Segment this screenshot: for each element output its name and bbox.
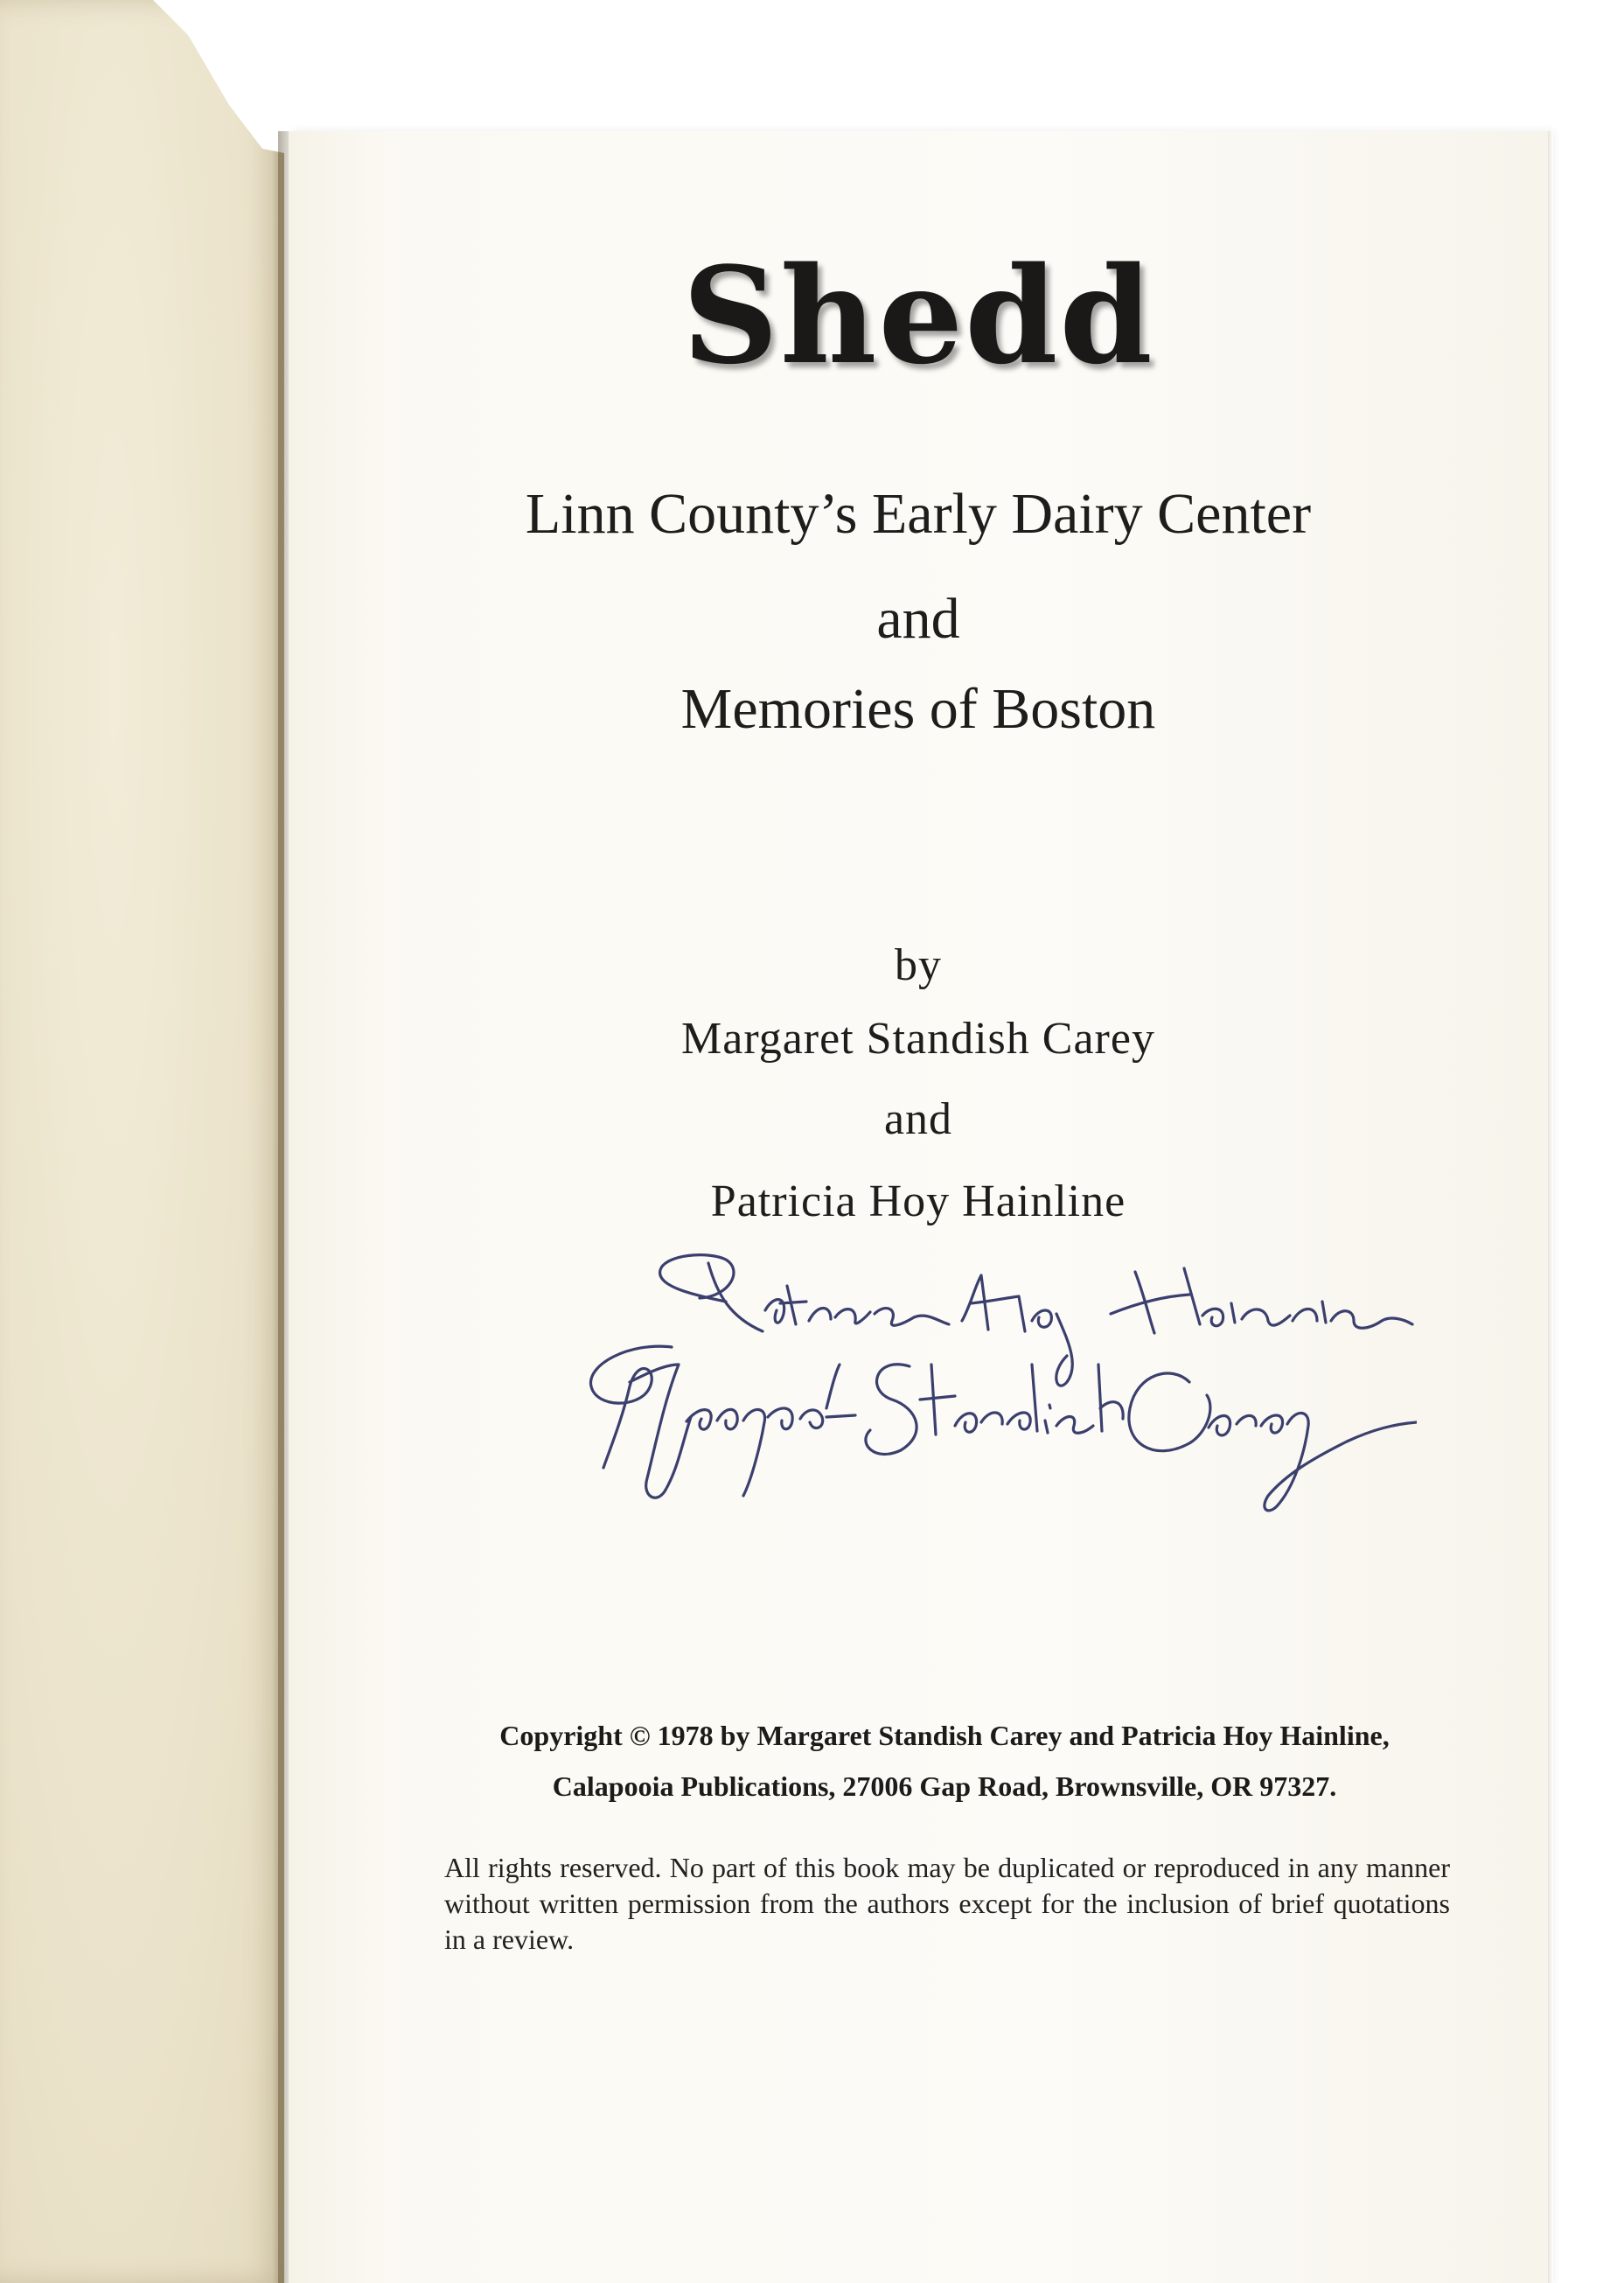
author-2: Patricia Hoy Hainline — [710, 1176, 1126, 1226]
author-1: Margaret Standish Carey — [681, 1014, 1155, 1064]
copyright-line-2: Calapooia Publications, 27006 Gap Road, Brownsville, OR 97327. — [552, 1770, 1337, 1802]
subtitle-line-3: Memories of Boston — [680, 677, 1156, 741]
copyright-line-1: Copyright © 1978 by Margaret Standish Carey and Patricia Hoy Hainline, — [499, 1720, 1390, 1751]
subtitle-line-2: and — [876, 587, 960, 651]
handwritten-signatures — [577, 1233, 1417, 1522]
signature-margaret-standish-carey — [591, 1346, 1417, 1511]
subtitle-line-1: Linn County’s Early Dairy Center — [525, 482, 1312, 546]
byline-and: and — [883, 1094, 953, 1144]
rights-notice: All rights reserved. No part of this book may be duplicated or reproduced in any manner without written permission from the authors except for the inclusion of brief quotations in a review. — [444, 1852, 1450, 1955]
book-title: Shedd — [682, 237, 1154, 394]
signature-patricia-hoy-hainline — [660, 1255, 1412, 1386]
left-facing-page — [0, 0, 284, 2283]
byline-by: by — [895, 940, 942, 990]
